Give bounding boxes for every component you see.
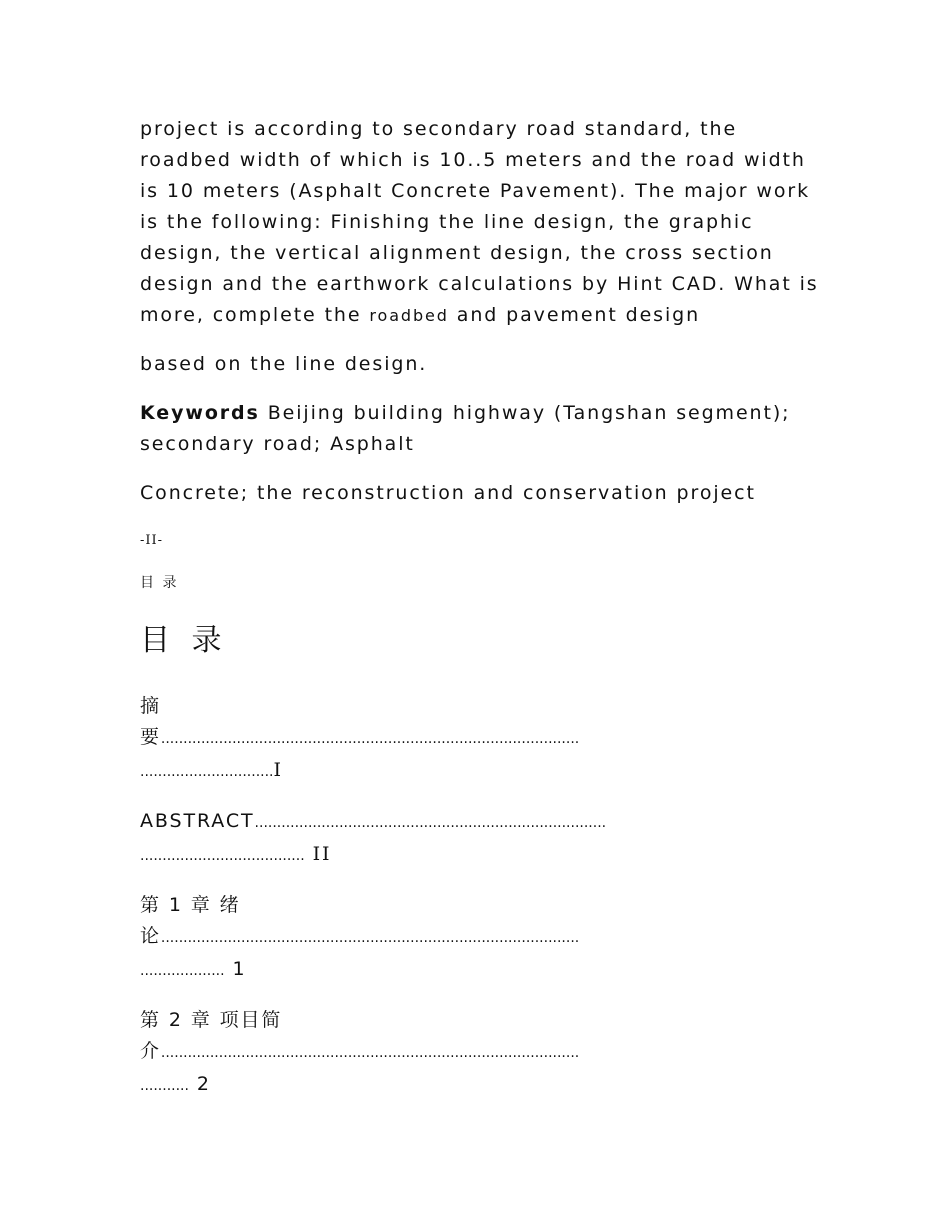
table-of-contents	[140, 691, 820, 1102]
toc-page-number: 2	[188, 1073, 211, 1095]
toc-entry-abstract-cn[interactable]	[140, 691, 820, 788]
toc-entry-label-line: 第 2 章 项目简	[140, 1009, 283, 1031]
keywords-line-2: secondary road; Asphalt	[140, 433, 415, 455]
toc-leader-dots: ..............................................................................................	[160, 930, 580, 946]
toc-entry-label: 要	[140, 726, 161, 748]
toc-entry-dots-line	[140, 722, 820, 755]
toc-entry-label-line: 摘	[140, 695, 161, 717]
toc-entry-abstract-en[interactable]	[140, 806, 820, 872]
abstract-line-7	[140, 300, 820, 331]
toc-entry-dots-line	[140, 921, 820, 954]
abstract-line-7-start: more, complete the	[140, 304, 370, 326]
toc-entry-page-line	[140, 1069, 820, 1102]
toc-leader-dots: ...............................................................................	[254, 815, 607, 831]
toc-entry-dots-line	[140, 806, 820, 839]
toc-page-number: 1	[224, 958, 247, 980]
abstract-line-4: is the following: Finishing the line design, the graphic	[140, 211, 754, 233]
toc-page-number: II	[304, 843, 332, 865]
toc-entry-label: 介	[140, 1040, 161, 1062]
toc-entry-page-line	[140, 839, 820, 872]
page-number: -II-	[140, 533, 164, 548]
abstract-paragraph	[140, 114, 820, 331]
toc-title: 目 录	[140, 623, 228, 658]
abstract-line-5: design, the vertical alignment design, the cross section	[140, 242, 774, 264]
keywords-line-3: Concrete; the reconstruction and conservation project	[140, 482, 756, 504]
toc-leader-dots: ..............................	[140, 764, 274, 780]
toc-leader-dots: .....................................	[140, 848, 305, 864]
toc-entry-chapter-1[interactable]	[140, 890, 820, 987]
abstract-line-3: is 10 meters (Asphalt Concrete Pavement). The major work	[140, 180, 811, 202]
abstract-line-2: roadbed width of which is 10..5 meters and the road width	[140, 149, 806, 171]
document-page	[140, 114, 820, 1102]
toc-entry-page-line	[140, 954, 820, 987]
abstract-line-7-roadbed: roadbed	[369, 306, 449, 325]
running-header: 目 录	[140, 575, 179, 591]
toc-entry-label: ABSTRACT	[140, 810, 255, 832]
toc-entry-label-line: 第 1 章 绪	[140, 894, 241, 916]
toc-page-number: I	[273, 759, 283, 781]
toc-leader-dots: ..............................................................................................	[160, 731, 580, 747]
toc-entry-chapter-2[interactable]	[140, 1005, 820, 1102]
abstract-line-1: project is according to secondary road standard, the	[140, 118, 738, 140]
toc-entry-dots-line	[140, 1036, 820, 1069]
toc-leader-dots: ...................	[140, 963, 225, 979]
keywords-line-1-text: Beijing building highway (Tangshan segment);	[259, 402, 791, 424]
toc-entry-label: 论	[140, 925, 161, 947]
abstract-line-6: design and the earthwork calculations by Hint CAD. What is	[140, 273, 819, 295]
abstract-line-7-end: and pavement design	[448, 304, 701, 326]
toc-leader-dots: ...........	[140, 1078, 189, 1094]
toc-leader-dots: ..............................................................................................	[160, 1045, 580, 1061]
keywords-label: Keywords	[140, 402, 260, 424]
keywords-paragraph	[140, 398, 820, 460]
toc-entry-page-line	[140, 755, 820, 788]
keywords-line-1	[140, 398, 820, 429]
abstract-continuation: based on the line design.	[140, 353, 428, 375]
